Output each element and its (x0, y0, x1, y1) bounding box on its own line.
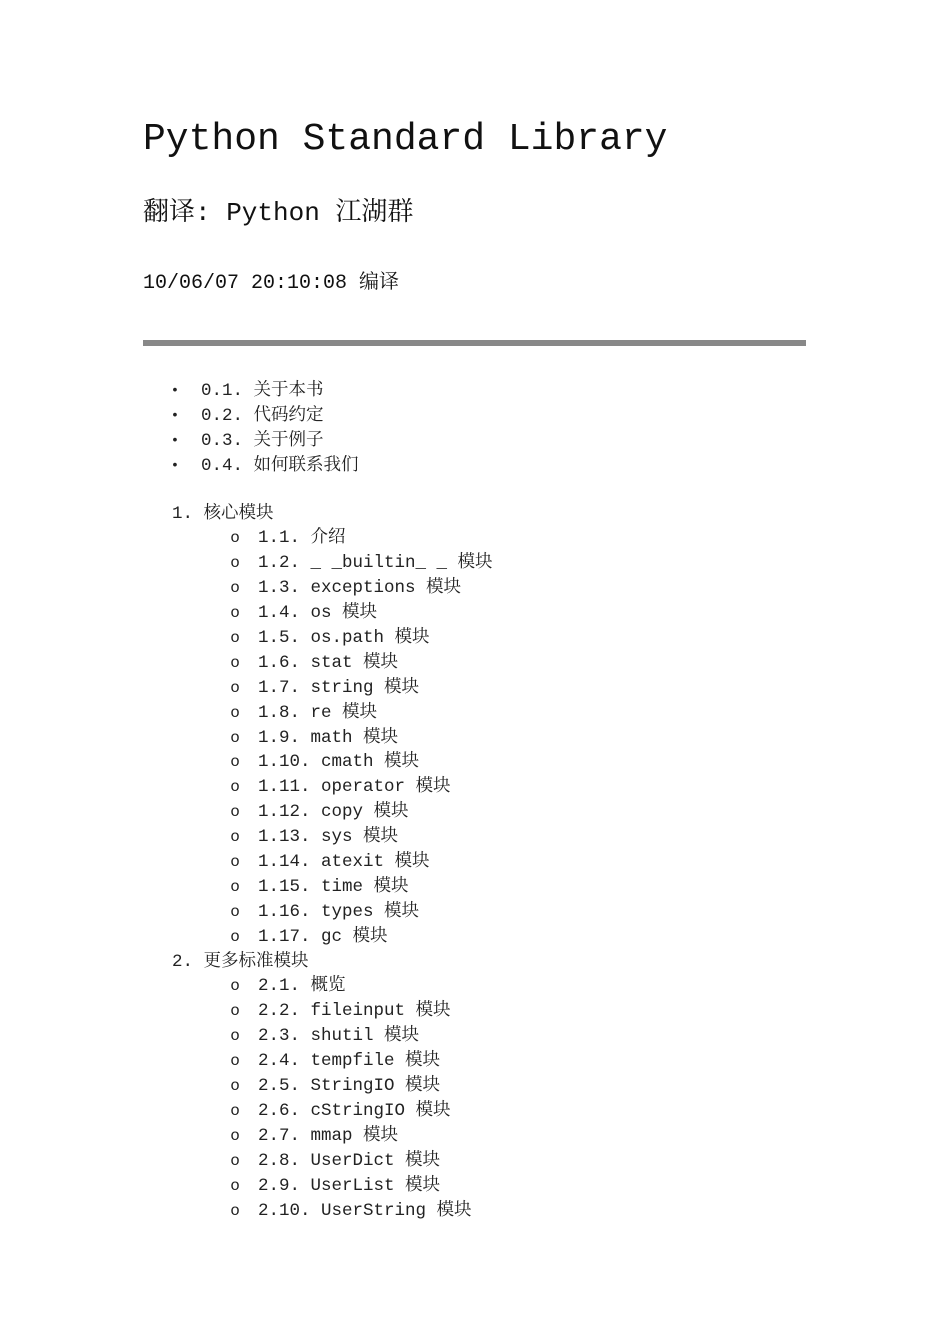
toc-sub-item[interactable] (0, 750, 950, 775)
toc-sub-item[interactable] (0, 1124, 950, 1149)
circle-bullet-icon: o (230, 828, 240, 847)
bullet-icon: • (170, 457, 180, 474)
circle-bullet-icon: o (230, 678, 240, 697)
toc-entry-text: 1.14. atexit 模块 (258, 852, 430, 873)
toc-entry-text: 2.3. shutil 模块 (258, 1026, 420, 1047)
toc-entry-text: 1.4. os 模块 (258, 603, 378, 624)
toc-sub-item[interactable] (0, 999, 950, 1024)
toc-entry-text: 1.10. cmath 模块 (258, 752, 420, 773)
toc-sub-item[interactable] (0, 825, 950, 850)
circle-bullet-icon: o (230, 927, 240, 946)
toc-intro-item[interactable] (0, 404, 950, 429)
toc-sub-item[interactable] (0, 775, 950, 800)
toc-entry-text: 1.8. re 模块 (258, 702, 378, 723)
circle-bullet-icon: o (230, 1027, 240, 1046)
toc-entry-text: 1.6. stat 模块 (258, 652, 399, 673)
toc-sub-item[interactable] (0, 701, 950, 726)
circle-bullet-icon: o (230, 1002, 240, 1021)
toc-entry-text: 1.7. string 模块 (258, 677, 420, 698)
toc-entry-text: 1.16. types 模块 (258, 901, 420, 922)
list-gap (0, 479, 950, 502)
toc-sub-item[interactable] (0, 875, 950, 900)
circle-bullet-icon: o (230, 728, 240, 747)
circle-bullet-icon: o (230, 877, 240, 896)
circle-bullet-icon: o (230, 1201, 240, 1220)
toc-sub-item[interactable] (0, 1099, 950, 1124)
bullet-icon: • (170, 407, 180, 424)
toc-sub-item[interactable] (0, 1049, 950, 1074)
toc-sub-item[interactable] (0, 651, 950, 676)
toc-entry-text: 1.13. sys 模块 (258, 827, 399, 848)
circle-bullet-icon: o (230, 604, 240, 623)
compile-timestamp: 10/06/07 20:10:08 编译 (143, 272, 400, 295)
horizontal-rule (143, 340, 806, 346)
toc-sub-item[interactable] (0, 526, 950, 551)
toc-entry-text: 1.15. time 模块 (258, 876, 409, 897)
toc-entry-text: 0.2. 代码约定 (201, 405, 324, 426)
sections-list (0, 502, 950, 1224)
toc-sub-item[interactable] (0, 601, 950, 626)
toc-entry-text: 1.1. 介绍 (258, 528, 346, 549)
toc-entry-text: 2.2. fileinput 模块 (258, 1001, 451, 1022)
toc-entry-text: 1.9. math 模块 (258, 727, 399, 748)
document-title: Python Standard Library (143, 118, 668, 161)
toc-entry-text: 2.5. StringIO 模块 (258, 1076, 441, 1097)
toc-sub-item[interactable] (0, 726, 950, 751)
toc-sub-item[interactable] (0, 676, 950, 701)
intro-list (0, 379, 950, 479)
toc-sub-item[interactable] (0, 1174, 950, 1199)
toc-entry-text: 1.2. _ _builtin_ _ 模块 (258, 553, 493, 574)
circle-bullet-icon: o (230, 753, 240, 772)
toc-sub-item[interactable] (0, 1199, 950, 1224)
toc-entry-text: 2.6. cStringIO 模块 (258, 1100, 451, 1121)
circle-bullet-icon: o (230, 579, 240, 598)
toc-intro-item[interactable] (0, 379, 950, 404)
toc-entry-text: 2.7. mmap 模块 (258, 1125, 399, 1146)
toc-intro-item[interactable] (0, 429, 950, 454)
toc-sub-item[interactable] (0, 800, 950, 825)
toc-sub-item[interactable] (0, 974, 950, 999)
toc-section-heading[interactable] (0, 502, 950, 527)
toc-entry-text: 2. 更多标准模块 (172, 951, 309, 972)
toc-entry-text: 2.1. 概览 (258, 976, 346, 997)
circle-bullet-icon: o (230, 703, 240, 722)
toc-entry-text: 2.10. UserString 模块 (258, 1200, 472, 1221)
toc-entry-text: 0.3. 关于例子 (201, 430, 324, 451)
bullet-icon: • (170, 383, 180, 399)
toc-sub-item[interactable] (0, 1074, 950, 1099)
toc-sub-item[interactable] (0, 551, 950, 576)
circle-bullet-icon: o (230, 853, 240, 872)
toc-entry-text: 1.11. operator 模块 (258, 777, 451, 798)
circle-bullet-icon: o (230, 977, 240, 996)
toc-sub-item[interactable] (0, 1149, 950, 1174)
bullet-icon: • (170, 432, 180, 449)
toc-entry-text: 1.5. os.path 模块 (258, 628, 430, 649)
circle-bullet-icon: o (230, 529, 240, 548)
circle-bullet-icon: o (230, 902, 240, 921)
circle-bullet-icon: o (230, 1126, 240, 1145)
toc-section-heading[interactable] (0, 950, 950, 975)
circle-bullet-icon: o (230, 778, 240, 797)
toc-entry-text: 2.9. UserList 模块 (258, 1175, 441, 1196)
toc-entry-text: 0.1. 关于本书 (201, 381, 324, 401)
circle-bullet-icon: o (230, 1176, 240, 1195)
toc-sub-item[interactable] (0, 900, 950, 925)
toc-sub-item[interactable] (0, 925, 950, 950)
toc-sub-item[interactable] (0, 626, 950, 651)
circle-bullet-icon: o (230, 1151, 240, 1170)
toc-entry-text: 1. 核心模块 (172, 503, 274, 524)
circle-bullet-icon: o (230, 629, 240, 648)
circle-bullet-icon: o (230, 1052, 240, 1071)
circle-bullet-icon: o (230, 653, 240, 672)
toc-entry-text: 0.4. 如何联系我们 (201, 455, 359, 476)
toc-sub-item[interactable] (0, 576, 950, 601)
toc-entry-text: 2.8. UserDict 模块 (258, 1150, 441, 1171)
toc-entry-text: 1.3. exceptions 模块 (258, 578, 462, 599)
translator-line: 翻译: Python 江湖群 (143, 198, 414, 228)
circle-bullet-icon: o (230, 554, 240, 573)
toc-entry-text: 1.12. copy 模块 (258, 802, 409, 823)
toc-sub-item[interactable] (0, 1024, 950, 1049)
toc-entry-text: 1.17. gc 模块 (258, 926, 388, 947)
table-of-contents (0, 379, 950, 1223)
circle-bullet-icon: o (230, 1077, 240, 1096)
toc-sub-item[interactable] (0, 850, 950, 875)
circle-bullet-icon: o (230, 803, 240, 822)
toc-entry-text: 2.4. tempfile 模块 (258, 1051, 441, 1072)
toc-intro-item[interactable] (0, 454, 950, 479)
circle-bullet-icon: o (230, 1101, 240, 1120)
